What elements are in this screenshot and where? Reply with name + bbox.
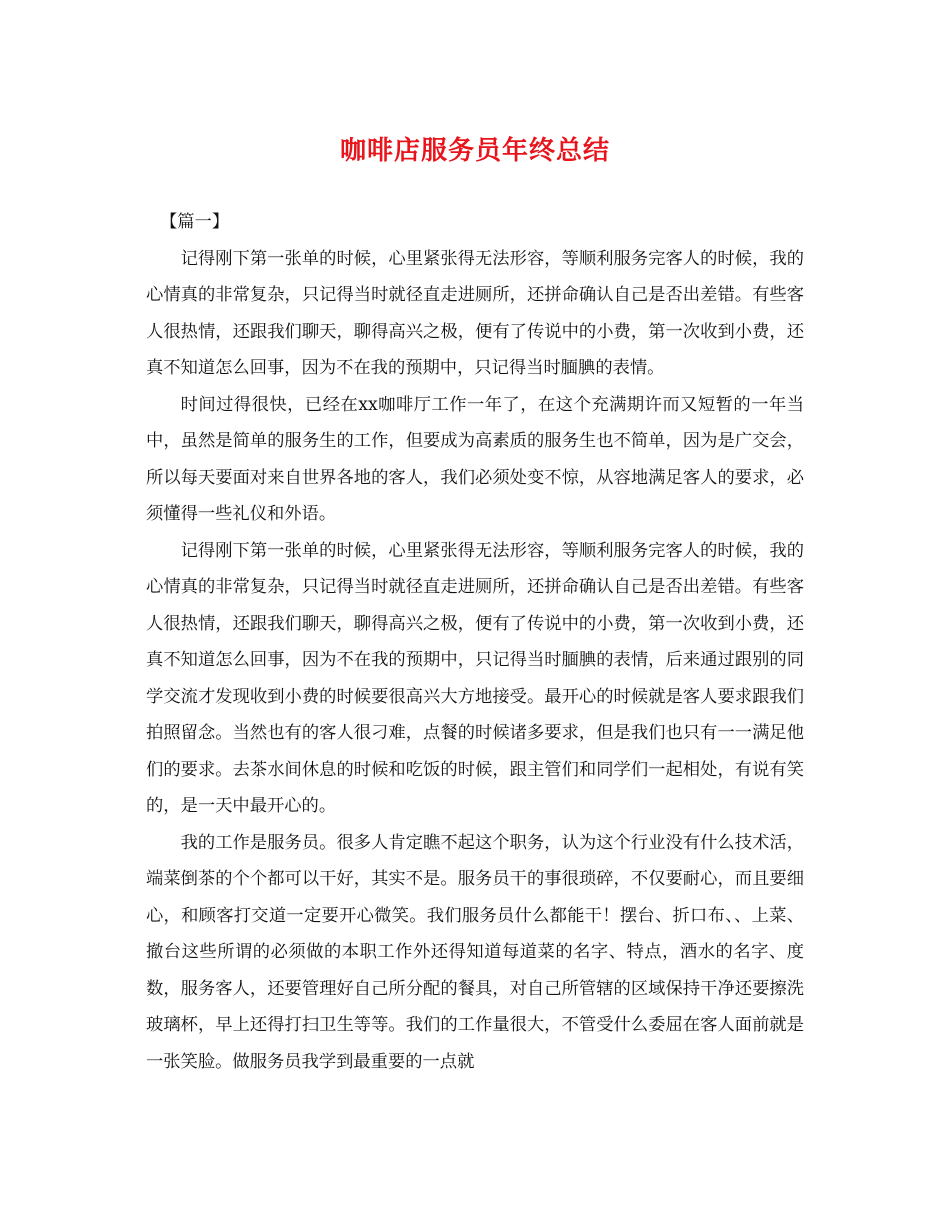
section-label: 【篇一】: [160, 212, 230, 232]
document-title: 咖啡店服务员年终总结: [339, 136, 610, 166]
paragraph-3: 记得刚下第一张单的时候，心里紧张得无法形容，等顺利服务完客人的时候，我的心情真的非常复杂，只记得当时就径直走进厕所，还拼命确认自己是否出差错。有些客人很热情，还跟我们聊天，聊得高兴之极，便有了传说中的小费，第一次收到小费，还真不知道怎么回事，因为不在我的预期中，只记得当时腼腆的表情，后来通过跟别的同学交流才发现收到小费的时候要很高兴大方地接受。最开心的时候就是客人要求跟我们拍照留念。当然也有的客人很刁难，点餐的时候诸多要求，但是我们也只有一一满足他们的要求。去茶水间休息的时候和吃饭的时候，跟主管们和同学们一起相处，有说有笑的，是一天中最开心的。: [146, 540, 804, 816]
document-body: [146, 204, 804, 1080]
paragraph-4: 我的工作是服务员。很多人肯定瞧不起这个职务，认为这个行业没有什么技术活，端菜倒茶的个个都可以干好，其实不是。服务员干的事很琐碎，不仅要耐心，而且要细心，和顾客打交道一定要开心微笑。我们服务员什么都能干！摆台、折口布、、上菜、撤台这些所谓的必须做的本职工作外还得知道每道菜的名字、特点，酒水的名字、度数，服务客人，还要管理好自己所分配的餐具，对自己所管辖的区域保持干净还要擦洗玻璃杯，早上还得打扫卫生等等。我们的工作量很大，不管受什么委屈在客人面前就是一张笑脸。做服务员我学到最重要的一点就: [146, 832, 804, 1072]
paragraph-1: 记得刚下第一张单的时候，心里紧张得无法形容，等顺利服务完客人的时候，我的心情真的非常复杂，只记得当时就径直走进厕所，还拼命确认自己是否出差错。有些客人很热情，还跟我们聊天，聊得高兴之极，便有了传说中的小费，第一次收到小费，还真不知道怎么回事，因为不在我的预期中，只记得当时腼腆的表情。: [146, 248, 804, 378]
paragraph-2: 时间过得很快，已经在xx咖啡厅工作一年了，在这个充满期许而又短暂的一年当中，虽然是简单的服务生的工作，但要成为高素质的服务生也不简单，因为是广交会，所以每天要面对来自世界各地的客人，我们必须处变不惊，从容地满足客人的要求，必须懂得一些礼仪和外语。: [146, 394, 804, 524]
